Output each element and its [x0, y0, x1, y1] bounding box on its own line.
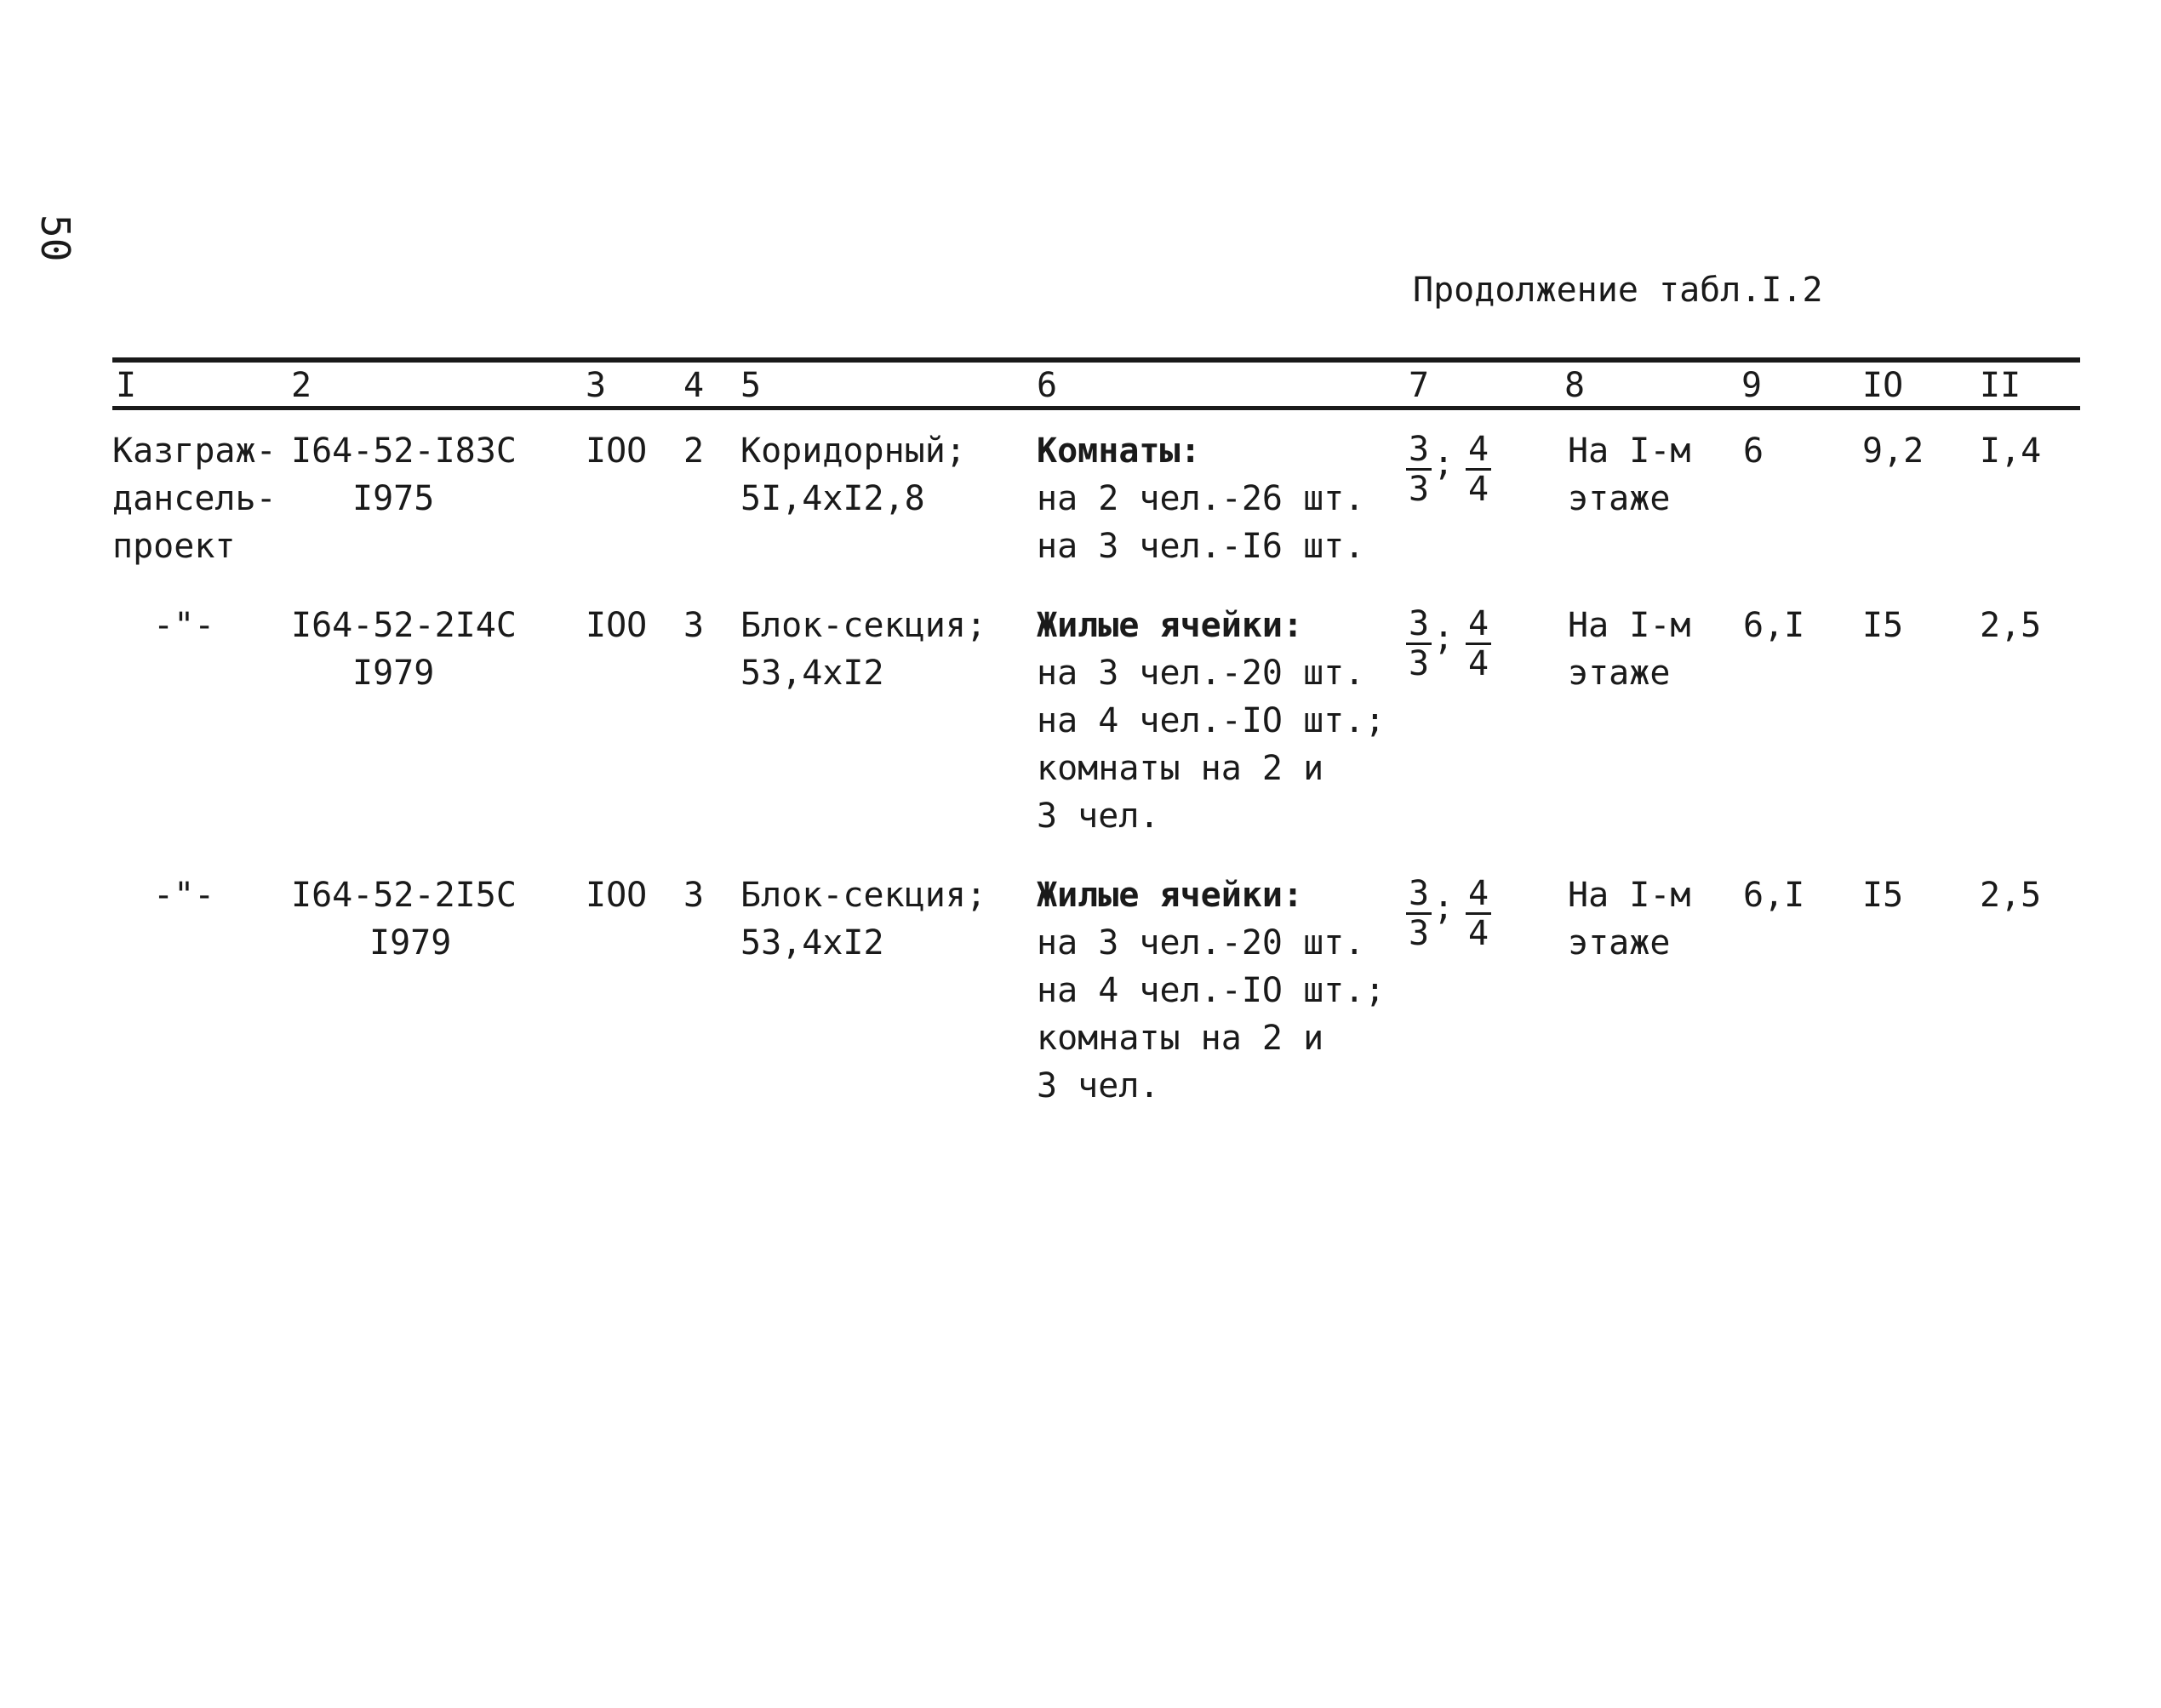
header-col-11: II [1980, 366, 2021, 405]
header-col-6: 6 [1037, 366, 1058, 405]
ratio-separator: ; [1433, 619, 1455, 658]
row-col-3: IOO [586, 606, 648, 645]
row-ratio-1: $\frac{3}{3}$ [1406, 877, 1432, 951]
row-rooms: Жилые ячейки: на 3 чел.-20 шт. на 4 чел.-IO шт.; комнаты на 2 и 3 чел. [1037, 606, 1386, 836]
table-header-rule [112, 406, 2080, 410]
header-col-7: 7 [1409, 366, 1430, 405]
header-col-5: 5 [740, 366, 762, 405]
header-col-1: I [116, 366, 137, 405]
ratio-separator: ; [1433, 444, 1455, 483]
table-caption: Продолжение табл.I.2 [1413, 271, 1823, 310]
row-col-3: IOO [586, 876, 648, 915]
row-col-4: 3 [683, 606, 705, 645]
row-rooms: Жилые ячейки: на 3 чел.-20 шт. на 4 чел.-IO шт.; комнаты на 2 и 3 чел. [1037, 876, 1386, 1105]
header-col-4: 4 [683, 366, 705, 405]
row-building-type: Блок-секция; 53,4xI2 [740, 876, 986, 963]
row-col-4: 3 [683, 876, 705, 915]
header-col-2: 2 [291, 366, 312, 405]
table-top-rule [112, 357, 2080, 363]
row-ratio-2: $\frac{4}{4}$ [1466, 607, 1491, 681]
row-col-3: IOO [586, 431, 648, 471]
row-ratio-1: $\frac{3}{3}$ [1406, 607, 1432, 681]
row-col-11: 2,5 [1980, 606, 2042, 645]
row-project-year: I975 [352, 479, 435, 518]
row-col-11: I,4 [1980, 431, 2042, 471]
row-col-11: 2,5 [1980, 876, 2042, 915]
header-col-10: IO [1862, 366, 1904, 405]
row-project-code: I64-52-2I4C [291, 606, 517, 645]
row-col-10: I5 [1862, 606, 1904, 645]
row-col-10: I5 [1862, 876, 1904, 915]
header-col-8: 8 [1564, 366, 1586, 405]
row-project-year: I979 [352, 654, 435, 693]
row-ratio-2: $\frac{4}{4}$ [1466, 877, 1491, 951]
row-organization: -"- [153, 876, 215, 915]
row-project-code: I64-52-2I5C [291, 876, 517, 915]
page-number: 50 [32, 214, 78, 262]
row-col-9: 6,I [1743, 876, 1805, 915]
row-project-code: I64-52-I83C [291, 431, 517, 471]
row-organization: -"- [153, 606, 215, 645]
row-col-9: 6,I [1743, 606, 1805, 645]
row-col-10: 9,2 [1862, 431, 1924, 471]
row-building-type: Блок-секция; 53,4xI2 [740, 606, 986, 693]
header-col-3: 3 [586, 366, 607, 405]
row-ratio-1: $\frac{3}{3}$ [1406, 432, 1432, 506]
row-organization: Казграж- дансель- проект [112, 431, 277, 566]
row-rooms: Комнаты: на 2 чел.-26 шт. на 3 чел.-I6 шт. [1037, 431, 1365, 566]
ratio-separator: ; [1433, 888, 1455, 928]
row-col-4: 2 [683, 431, 705, 471]
header-col-9: 9 [1741, 366, 1763, 405]
row-building-type: Коридорный; 5I,4xI2,8 [740, 431, 966, 518]
row-col-8: На I-м этаже [1568, 606, 1691, 693]
row-project-year: I979 [369, 923, 452, 963]
row-col-8: На I-м этаже [1568, 876, 1691, 963]
row-ratio-2: $\frac{4}{4}$ [1466, 432, 1491, 506]
row-col-9: 6 [1743, 431, 1764, 471]
row-col-8: На I-м этаже [1568, 431, 1691, 518]
